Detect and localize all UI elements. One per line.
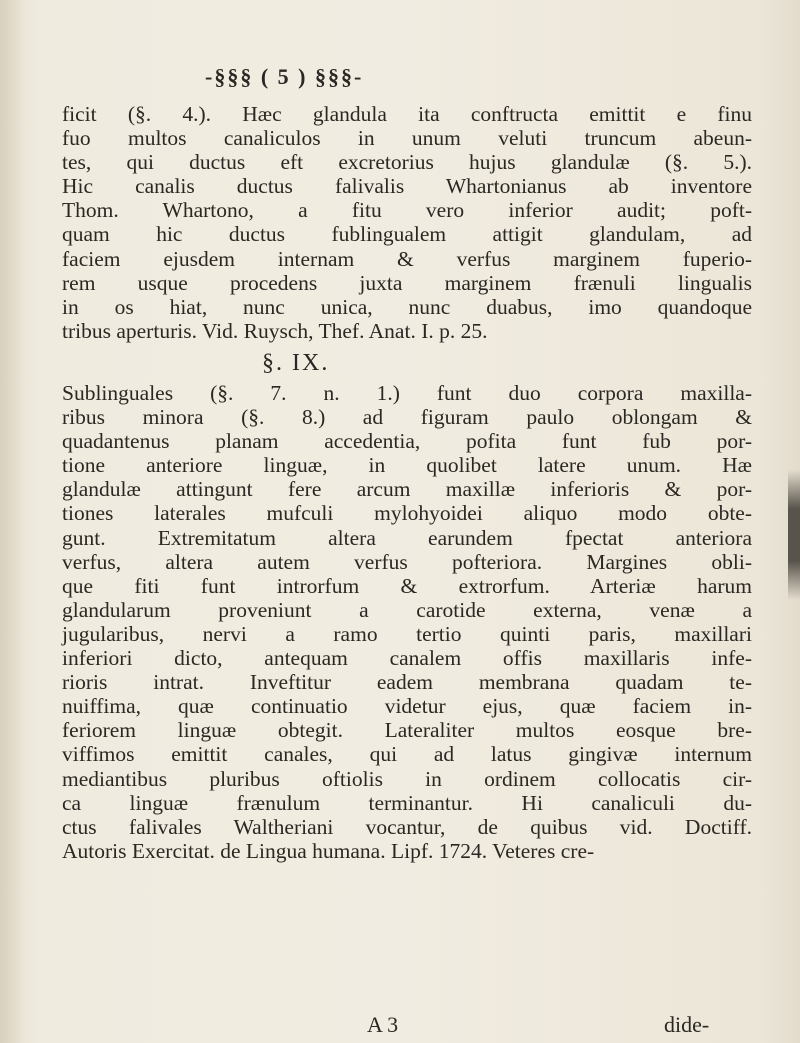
text-line: feriorem linguæ obtegit. Lateraliter multos eosque bre- bbox=[62, 718, 752, 743]
text-line: ca linguæ frænulum terminantur. Hi canaliculi du- bbox=[62, 790, 752, 815]
text-line: tes, qui ductus eft excretorius hujus glandulæ (§. 5.). bbox=[62, 150, 752, 175]
text-line: viffimos emittit canales, qui ad latus gingivæ internum bbox=[62, 742, 752, 767]
section-heading: §. IX. bbox=[262, 350, 330, 376]
text-line: verfus, altera autem verfus pofteriora. Margines obli- bbox=[62, 549, 752, 574]
text-line: que fiti funt introrfum & extrorfum. Arteriæ harum bbox=[62, 573, 752, 598]
text-line: quadantenus planam accedentia, pofita funt fub por- bbox=[62, 429, 752, 454]
text-line: inferiori dicto, antequam canalem offis maxillaris infe- bbox=[62, 646, 752, 671]
text-line: ribus minora (§. 8.) ad figuram paulo oblongam & bbox=[62, 405, 752, 430]
signature-mark: A 3 bbox=[367, 1012, 399, 1037]
page-number-header: -§§§ ( 5 ) §§§- bbox=[205, 64, 364, 89]
text-line: quam hic ductus fublingualem attigit glandulam, ad bbox=[62, 222, 752, 247]
text-line: fuo multos canaliculos in unum veluti truncum abeun- bbox=[62, 126, 752, 151]
paragraph-2 bbox=[62, 381, 752, 863]
text-line: Thom. Whartono, a fitu vero inferior audit; poft- bbox=[62, 198, 752, 223]
text-line: glandularum proveniunt a carotide externa, venæ a bbox=[62, 597, 752, 622]
text-line: jugularibus, nervi a ramo tertio quinti paris, maxillari bbox=[62, 621, 752, 646]
text-line: ctus falivales Waltheriani vocantur, de quibus vid. Doctiff. bbox=[62, 814, 752, 839]
text-line: tribus aperturis. Vid. Ruysch, Thef. Anat. I. p. 25. bbox=[62, 318, 488, 343]
text-line: ficit (§. 4.). Hæc glandula ita conftructa emittit e finu bbox=[62, 102, 752, 126]
text-line: tiones laterales mufculi mylohyoidei aliquo modo obte- bbox=[62, 501, 752, 526]
page-header bbox=[205, 64, 445, 94]
text-line: rioris intrat. Inveftitur eadem membrana quadam te- bbox=[62, 670, 752, 695]
text-line: rem usque procedens juxta marginem frænuli lingualis bbox=[62, 270, 752, 295]
text-line: nuiffima, quæ continuatio videtur ejus, quæ faciem in- bbox=[62, 694, 752, 719]
text-line: tione anteriore linguæ, in quolibet latere unum. Hæ bbox=[62, 453, 752, 478]
text-line: faciem ejusdem internam & verfus marginem fuperio- bbox=[62, 246, 752, 271]
text-line: glandulæ attingunt fere arcum maxillæ inferioris & por- bbox=[62, 477, 752, 502]
edge-stain bbox=[788, 470, 800, 600]
text-line: Autoris Exercitat. de Lingua humana. Lipf. 1724. Veteres cre- bbox=[62, 838, 595, 863]
text-line: Hic canalis ductus falivalis Whartonianus ab inventore bbox=[62, 174, 752, 199]
paragraph-1 bbox=[62, 102, 752, 343]
text-line: in os hiat, nunc unica, nunc duabus, imo quandoque bbox=[62, 294, 752, 319]
catchword: dide- bbox=[664, 1012, 710, 1037]
page-spine-shadow bbox=[0, 0, 22, 1043]
text-line: Sublinguales (§. 7. n. 1.) funt duo corpora maxilla- bbox=[62, 381, 752, 405]
text-line: gunt. Extremitatum altera earundem fpectat anteriora bbox=[62, 525, 752, 550]
text-line: mediantibus pluribus oftiolis in ordinem collocatis cir- bbox=[62, 766, 752, 791]
